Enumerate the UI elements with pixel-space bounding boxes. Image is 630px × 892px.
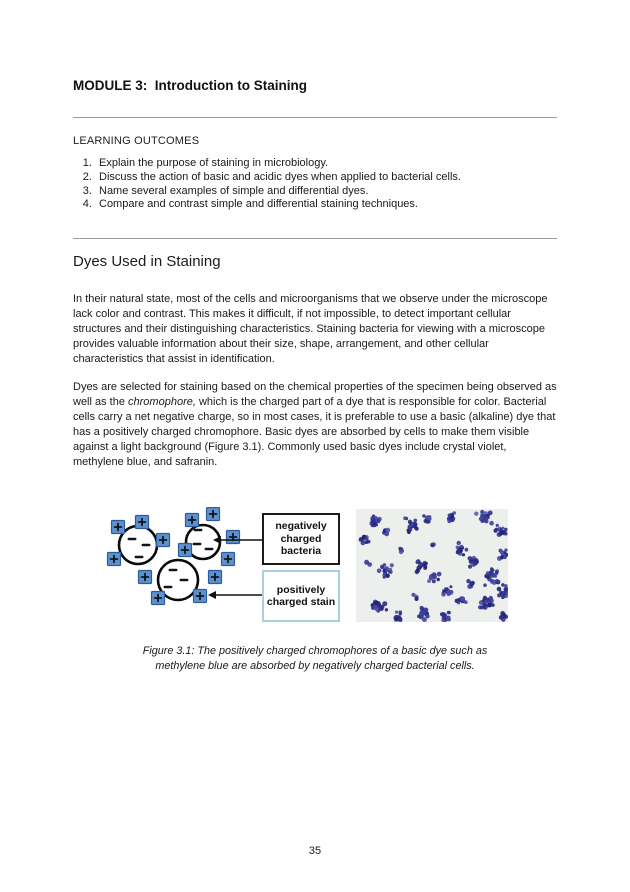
figure-3-1: [95, 507, 550, 627]
positively-charged-stain-label: [262, 570, 340, 622]
figure-caption: [73, 644, 557, 674]
chromophore-italic: chromophore,: [128, 396, 196, 409]
label-text: negatively charged bacteria: [275, 520, 327, 558]
stain-square: [136, 516, 149, 529]
paragraph-text: which is the charged part of a dye that is responsible for color. Bacterial cells carry a net negative charge, so in most cases, it is preferable to use a basic (alkaline) dye that has a positively charged chromophore. Basic dyes are absorbed by cells to make them visible against a light background (Figure 3.1). Commonly used basic dyes include crystal violet, methylene blue, and safranin.: [73, 396, 556, 469]
list-item: 4. Compare and contrast simple and differential staining techniques.: [95, 198, 557, 212]
stain-square: [112, 521, 125, 534]
learning-outcomes-heading: LEARNING OUTCOMES: [73, 135, 200, 147]
stain-square: [194, 590, 207, 603]
label-text: positively charged stain: [266, 583, 336, 609]
paragraph-dye-selection: [73, 380, 557, 470]
list-item: 3. Name several examples of simple and differential dyes.: [95, 185, 557, 199]
stain-square: [207, 508, 220, 521]
stain-square: [209, 571, 222, 584]
arrow-icon: [208, 591, 262, 599]
caption-line: Figure 3.1: The positively charged chromophores of a basic dye such as: [142, 645, 488, 658]
stain-square: [186, 514, 199, 527]
stain-square: [108, 553, 121, 566]
stained-bacteria-micrograph: [356, 509, 508, 622]
page-title: MODULE 3: Introduction to Staining: [73, 78, 307, 93]
stain-square: [157, 534, 170, 547]
stain-square: [222, 553, 235, 566]
caption-line: methylene blue are absorbed by negatively charged bacterial cells.: [155, 660, 475, 673]
divider-top: [73, 117, 557, 118]
list-item: 1. Explain the purpose of staining in microbiology.: [95, 157, 557, 171]
list-item: 2. Discuss the action of basic and acidic dyes when applied to bacterial cells.: [95, 171, 557, 185]
page-number: 35: [308, 845, 322, 857]
paragraph-text: Dyes are selected for staining based on the chemical properties of the specimen being observed as well as the: [73, 381, 557, 409]
negatively-charged-bacteria-label: [262, 513, 340, 565]
divider-middle: [73, 238, 557, 239]
stain-square: [152, 592, 165, 605]
stain-square: [179, 544, 192, 557]
stain-square: [139, 571, 152, 584]
section-heading: Dyes Used in Staining: [73, 253, 221, 271]
stain-square: [227, 531, 240, 544]
learning-outcomes-list: [73, 157, 557, 212]
paragraph-natural-state: In their natural state, most of the cells and microorganisms that we observe under the microscope lack color and contrast. This makes it difficult, if not impossible, to detect important cellular structures and their distinguishing characteristics. Staining bacteria for viewing with a microscope provides valuable information about their size, shape, arrangement, and other cellular characteristics that assist in identification.: [73, 293, 548, 366]
document-page: [73, 77, 557, 674]
